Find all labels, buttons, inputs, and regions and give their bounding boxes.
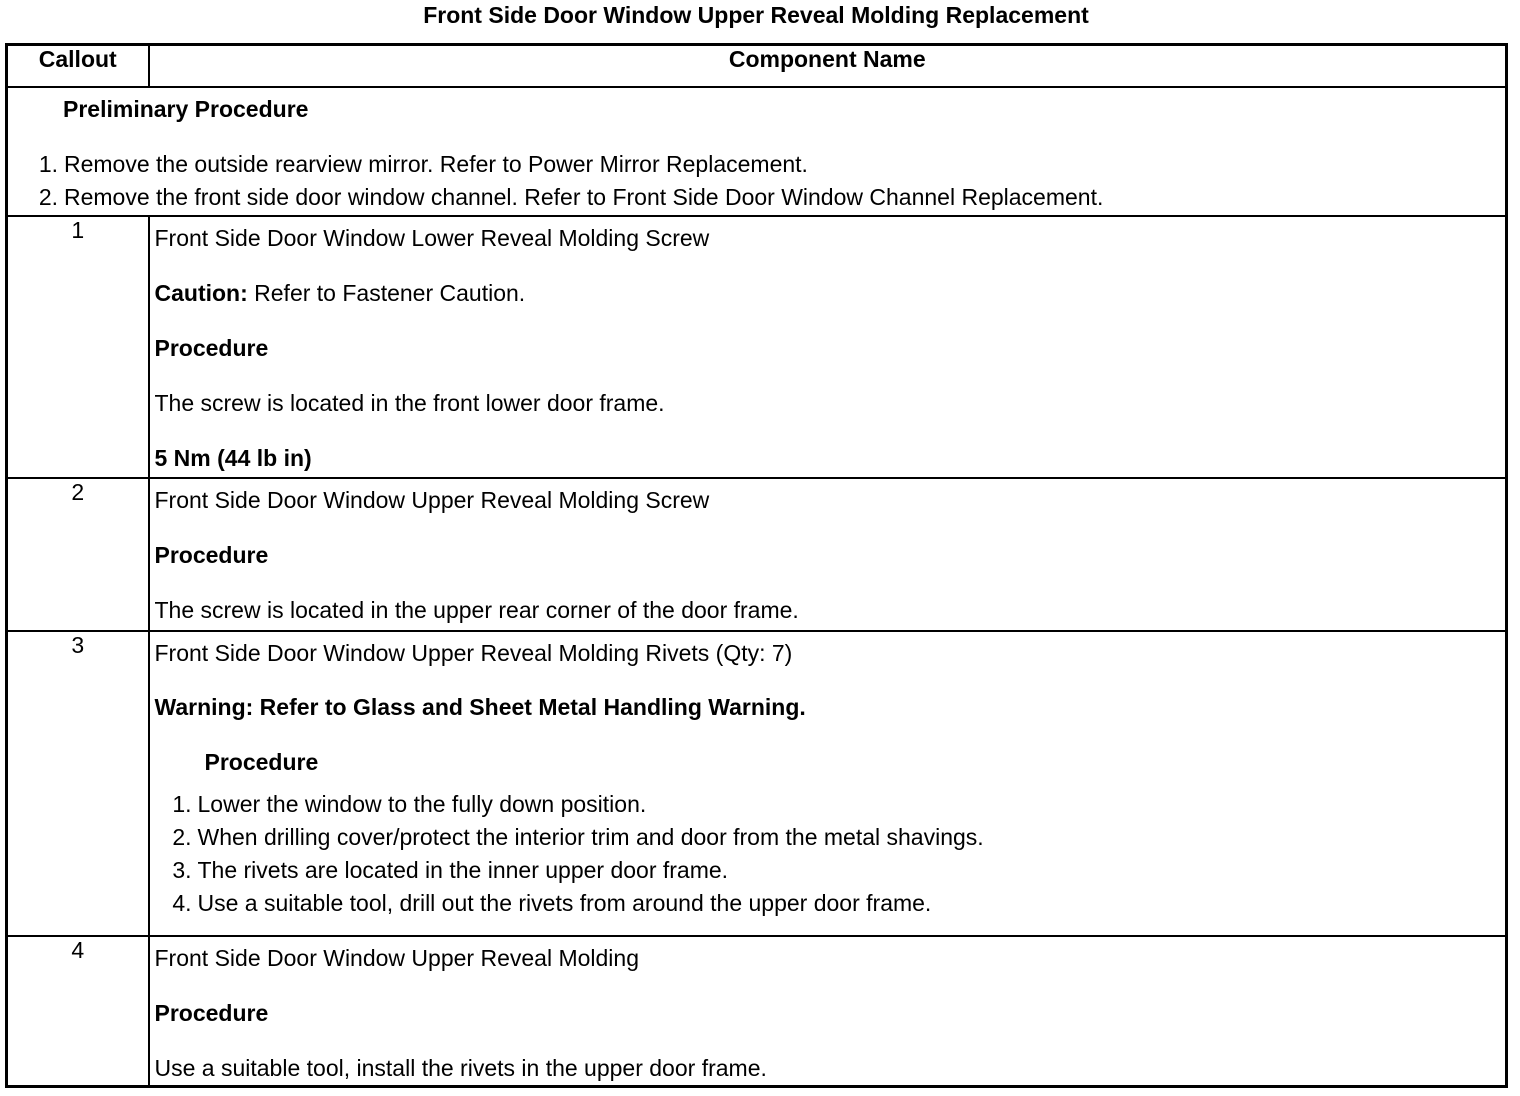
list-item [150, 887, 984, 920]
list-item [150, 821, 984, 854]
procedure-note: The screw is located in the upper rear corner of the door frame. [154, 597, 799, 623]
step-number: 2. [38, 184, 58, 210]
table-row [7, 936, 1507, 1087]
procedure-label: Procedure [154, 1000, 269, 1026]
header-callout: Callout [7, 45, 149, 88]
preliminary-row [7, 87, 1507, 216]
component-name: Front Side Door Window Upper Reveal Molding Rivets (Qty: 7) [154, 640, 793, 666]
callout-cell: 4 [7, 936, 149, 1087]
list-item [150, 788, 984, 821]
preliminary-steps [8, 148, 1103, 214]
step-text: Remove the outside rearview mirror. Refer to Power Mirror Replacement. [64, 151, 808, 177]
procedure-note: The screw is located in the front lower door frame. [154, 390, 665, 416]
step-text: The rivets are located in the inner upper door frame. [197, 857, 729, 883]
component-name: Front Side Door Window Upper Reveal Molding [154, 945, 639, 971]
procedure-table [5, 43, 1508, 1088]
step-text: Lower the window to the fully down position. [197, 791, 647, 817]
table-row [7, 631, 1507, 936]
component-cell [149, 631, 1507, 936]
list-item [150, 854, 984, 887]
table-row [7, 216, 1507, 478]
procedure-label: Procedure [154, 335, 269, 361]
procedure-note: Use a suitable tool, install the rivets in the upper door frame. [154, 1055, 767, 1081]
component-name: Front Side Door Window Lower Reveal Molding Screw [154, 225, 710, 251]
step-number: 4. [172, 890, 192, 916]
procedure-label: Procedure [204, 749, 319, 775]
torque-spec: 5 Nm (44 lb in) [154, 445, 312, 471]
step-number: 2. [172, 824, 192, 850]
procedure-label: Procedure [154, 542, 269, 568]
step-number: 1. [172, 791, 192, 817]
step-text: Remove the front side door window channel. Refer to Front Side Door Window Channel Replacement. [64, 184, 1104, 210]
header-component-name: Component Name [149, 45, 1507, 88]
component-cell [149, 478, 1507, 631]
preliminary-heading: Preliminary Procedure [63, 96, 309, 122]
callout-cell: 2 [7, 478, 149, 631]
document-title: Front Side Door Window Upper Reveal Molding Replacement [423, 2, 1089, 28]
caution-line [155, 280, 526, 307]
list-item [8, 181, 1103, 214]
component-cell [149, 936, 1507, 1087]
table-row [7, 478, 1507, 631]
table-header-row [7, 45, 1507, 88]
component-name: Front Side Door Window Upper Reveal Molding Screw [154, 487, 710, 513]
procedure-steps [150, 788, 984, 920]
callout-cell: 1 [7, 216, 149, 478]
step-text: Use a suitable tool, drill out the rivets from around the upper door frame. [197, 890, 932, 916]
list-item [8, 148, 1103, 181]
warning-line: Warning: Refer to Glass and Sheet Metal Handling Warning. [154, 694, 806, 720]
step-number: 1. [38, 151, 58, 177]
caution-text: Refer to Fastener Caution. [247, 280, 526, 306]
preliminary-cell [7, 87, 1507, 216]
caution-label: Caution: [154, 280, 248, 306]
component-cell [149, 216, 1507, 478]
step-number: 3. [172, 857, 192, 883]
callout-cell: 3 [7, 631, 149, 936]
step-text: When drilling cover/protect the interior trim and door from the metal shavings. [197, 824, 984, 850]
